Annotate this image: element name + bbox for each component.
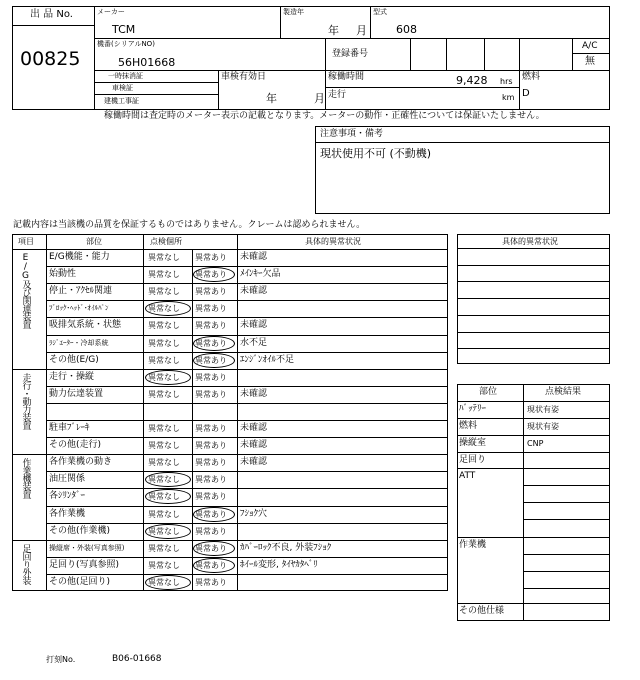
row-detail: 未確認 <box>240 320 268 331</box>
row-detail: 未確認 <box>240 423 268 433</box>
ok-option: 異常なし <box>148 321 180 331</box>
row-detail: 未確認 <box>240 388 268 399</box>
ng-option: 異常あり <box>195 577 227 587</box>
ok-option: 異常なし <box>148 441 180 451</box>
result-header-part: 部位 <box>479 387 498 397</box>
fuel-value: D <box>522 88 530 99</box>
ok-option: 異常なし <box>148 458 180 468</box>
hours-label: 稼働時間 <box>328 72 365 82</box>
table-header: 具体的異常状況 <box>305 237 361 246</box>
stamp-label: 打刻No. <box>46 655 76 664</box>
ng-option: 異常あり <box>195 372 227 382</box>
row-part: その他(E/G) <box>49 354 99 365</box>
result-row-part: ATT <box>459 471 476 481</box>
result-row-value: 現状有姿 <box>527 405 559 414</box>
group-label: 足回り外装 <box>20 543 31 584</box>
hours-unit: hrs <box>500 77 513 86</box>
result-header-result: 点検結果 <box>545 387 582 397</box>
row-detail: ｶﾊﾞｰﾛｯｸ不良, 外装ﾌｼｮｸ <box>240 542 332 553</box>
ng-option: 異常あり <box>195 321 227 331</box>
ng-option: 異常あり <box>195 355 227 365</box>
ok-option: 異常なし <box>148 253 180 262</box>
ok-option: 異常なし <box>148 372 180 382</box>
table-header: 部位 <box>86 237 102 246</box>
ng-option: 異常あり <box>195 509 227 519</box>
ok-option: 異常なし <box>148 355 180 365</box>
row-part: その他(走行) <box>49 440 102 451</box>
row-detail: 未確認 <box>240 457 268 468</box>
ng-option: 異常あり <box>195 560 227 570</box>
row-part: 走行・操縦 <box>49 371 95 382</box>
result-row-value: CNP <box>527 439 544 448</box>
ok-option: 異常なし <box>148 270 180 280</box>
meter-note: 稼働時間は査定時のメーター表示の記載となります。メーターの動作・正確性については保証いたしません。 <box>104 111 545 121</box>
ok-option: 異常なし <box>148 560 180 570</box>
row-part: 停止・ｱｸｾﾙ関連 <box>49 286 113 297</box>
reg-label: 登録番号 <box>332 49 369 59</box>
group-label: 作業機装置 <box>20 458 31 499</box>
ac-label: A/C <box>582 41 598 51</box>
ng-option: 異常あり <box>195 526 227 536</box>
circle-mark <box>193 558 235 573</box>
temp-permit-label: 一時抹消証 <box>108 72 143 80</box>
year-unit: 年 <box>328 24 339 37</box>
result-row-part: 操縦室 <box>459 438 487 448</box>
row-part: E/G機能・能力 <box>49 252 110 262</box>
row-detail: 未確認 <box>240 286 268 297</box>
disclaimer: 記載内容は当該機の品質を保証するものではありません。クレームは認められません。 <box>13 220 366 230</box>
ok-option: 異常なし <box>148 424 180 433</box>
maker-value: TCM <box>112 23 136 36</box>
ng-option: 異常あり <box>195 304 227 314</box>
expiry-label: 車検有効日 <box>221 72 267 82</box>
ok-option: 異常なし <box>148 526 180 536</box>
circle-mark <box>145 524 191 539</box>
result-row-part: 作業機 <box>459 540 487 550</box>
row-part: 動力伝達装置 <box>49 388 104 399</box>
group-label: 走行・動力装置 <box>20 372 31 429</box>
ng-option: 異常あり <box>195 543 227 553</box>
year-label: 製造年 <box>283 8 304 16</box>
ng-option: 異常あり <box>195 458 227 468</box>
row-detail: ﾒｲﾝｷｰ欠品 <box>240 269 281 280</box>
notes-body: 現状使用不可 (不動機) <box>320 147 432 160</box>
expiry-month-unit: 月 <box>314 92 325 105</box>
ng-option: 異常あり <box>195 389 227 399</box>
ok-option: 異常なし <box>148 287 180 297</box>
ac-value: 無 <box>585 56 595 67</box>
row-detail: ｴﾝｼﾞﾝｵｲﾙ不足 <box>240 354 295 365</box>
ng-option: 異常あり <box>195 441 227 451</box>
row-part: 駐車ﾌﾞﾚｰｷ <box>49 423 90 433</box>
ok-option: 異常なし <box>148 389 180 399</box>
row-part: 操縦席・外装(写真参照) <box>49 543 125 552</box>
ng-option: 異常あり <box>195 424 227 433</box>
result-row-part: 足回り <box>459 455 487 465</box>
table-header: 点検個所 <box>150 237 182 246</box>
ok-option: 異常なし <box>148 543 180 553</box>
row-part: 始動性 <box>49 269 77 280</box>
fuel-label: 燃料 <box>522 72 541 82</box>
circle-mark <box>145 575 191 590</box>
hours-value: 9,428 <box>456 74 488 87</box>
serial-label: 機番(シリアルNO) <box>97 40 155 48</box>
serial-value: 56H01668 <box>118 56 176 69</box>
result-row-part: その他仕様 <box>459 606 505 616</box>
circle-mark <box>145 370 191 385</box>
notes-title: 注意事項・備考 <box>320 129 384 139</box>
row-part: 足回り(写真参照) <box>49 559 120 570</box>
result-row-part: ﾊﾞｯﾃﾘｰ <box>459 404 487 414</box>
mileage-label: 走行 <box>328 90 347 100</box>
row-part: 各ｼﾘﾝﾀﾞｰ <box>49 491 86 502</box>
model-label: 型式 <box>373 8 387 16</box>
row-part: ﾌﾞﾛｯｸ･ﾍｯﾄﾞ･ｵｲﾙﾊﾟﾝ <box>49 304 109 313</box>
vehicle-inspection-label: 車検証 <box>112 84 133 92</box>
ok-option: 異常なし <box>148 304 180 314</box>
ok-option: 異常なし <box>148 492 180 502</box>
circle-mark <box>193 541 235 556</box>
circle-mark <box>193 336 235 351</box>
expiry-year-unit: 年 <box>266 92 277 105</box>
row-part: 吸排気系統・状態 <box>49 320 122 331</box>
result-row-part: 燃料 <box>459 421 478 431</box>
circle-mark <box>193 353 235 368</box>
lot-label: 出 品 No. <box>30 9 73 20</box>
row-part: 各作業機 <box>49 508 86 519</box>
row-detail: ﾎｲｰﾙ変形, ﾀｲﾔｶﾀﾍﾞﾘ <box>240 559 318 570</box>
right-detail-header: 具体的異常状況 <box>502 237 558 246</box>
row-part: その他(作業機) <box>49 525 111 536</box>
circle-mark <box>193 507 235 522</box>
ok-option: 異常なし <box>148 577 180 587</box>
ng-option: 異常あり <box>195 287 227 297</box>
ng-option: 異常あり <box>195 475 227 485</box>
model-value: 608 <box>396 23 417 36</box>
row-part: その他(足回り) <box>49 576 111 587</box>
result-row-value: 現状有姿 <box>527 422 559 431</box>
ng-option: 異常あり <box>195 338 227 348</box>
ok-option: 異常なし <box>148 338 180 348</box>
table-header: 項目 <box>18 237 34 246</box>
row-detail: 水不足 <box>240 337 268 348</box>
row-detail: 未確認 <box>240 440 268 451</box>
maker-label: メーカー <box>97 8 125 16</box>
stamp-value: B06-01668 <box>112 654 162 664</box>
lot-number: 00825 <box>20 48 81 70</box>
mileage-unit: km <box>502 93 515 102</box>
ok-option: 異常なし <box>148 475 180 485</box>
ng-option: 異常あり <box>195 492 227 502</box>
row-part: 油圧関係 <box>49 474 86 485</box>
notes-box <box>315 126 610 214</box>
group-label: E/G及び関連装置 <box>20 253 31 328</box>
work-vehicle-label: 建機工事証 <box>104 97 139 105</box>
row-detail: 未確認 <box>240 252 268 262</box>
row-detail: ﾌｼｮｸ穴 <box>240 508 268 519</box>
ok-option: 異常なし <box>148 509 180 519</box>
ng-option: 異常あり <box>195 253 227 262</box>
month-unit: 月 <box>356 24 367 37</box>
ng-option: 異常あり <box>195 270 227 280</box>
row-part: ﾗｼﾞｴｰﾀｰ・冷却系統 <box>49 338 109 347</box>
row-part: 各作業機の動き <box>49 457 113 468</box>
